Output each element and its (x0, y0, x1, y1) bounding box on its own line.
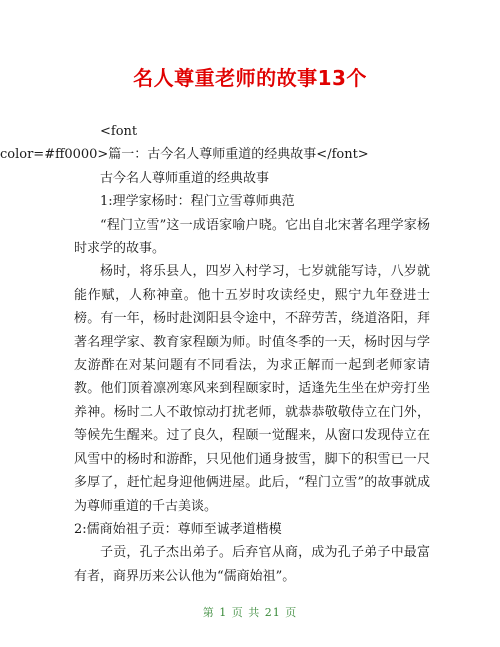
paragraph-3: 子贡，孔子杰出弟子。后弃官从商，成为孔子弟子中最富有者，商界历来公认他为“儒商始祖”。 (74, 545, 430, 584)
paragraph-2: 杨时，将乐县人，四岁入村学习，七岁就能写诗，八岁就能作赋，人称神童。他十五岁时攻读经史，熙宁九年登进士榜。有一年，杨时赴浏阳县令途中，不辞劳苦，绕道洛阳，拜著名理学家、教育家程颐为师。时值冬季的一天，杨时因与学友游酢在对某问题有不同看法，为求正解而一起到老师家请教。他们顶着凛冽寒风来到程颐家时，适逢先生坐在炉旁打坐养神。杨时二人不敢惊动打扰老师，就恭恭敬敬侍立在门外，等候先生醒来。过了良久，程颐一觉醒来，从窗口发现侍立在风雪中的杨时和游酢，只见他们通身披雪，脚下的积雪已一尺多厚了，赶忙起身迎他俩进屋。此后，“程门立雪”的故事就成为尊师重道的千古美谈。 (74, 264, 430, 514)
font-tag-open-line: <font (100, 124, 138, 139)
section-heading-1: 1:理学家杨时：程门立雪尊师典范 (100, 194, 295, 210)
font-tag-attr-line: color=#ff0000>篇一：古今名人尊师重道的经典故事</font> (0, 147, 369, 163)
paragraph-1: “程门立雪”这一成语家喻户晓。它出自北宋著名理学家杨时求学的故事。 (74, 217, 430, 257)
page-number-footer: 第 1 页 共 21 页 (202, 606, 298, 619)
section-heading-2: 2:儒商始祖子贡：尊师至诚孝道楷模 (74, 521, 282, 537)
document-title: 名人尊重老师的故事13个 (133, 66, 367, 90)
document-body (0, 120, 430, 588)
subtitle-line: 古今名人尊师重道的经典故事 (100, 170, 270, 186)
